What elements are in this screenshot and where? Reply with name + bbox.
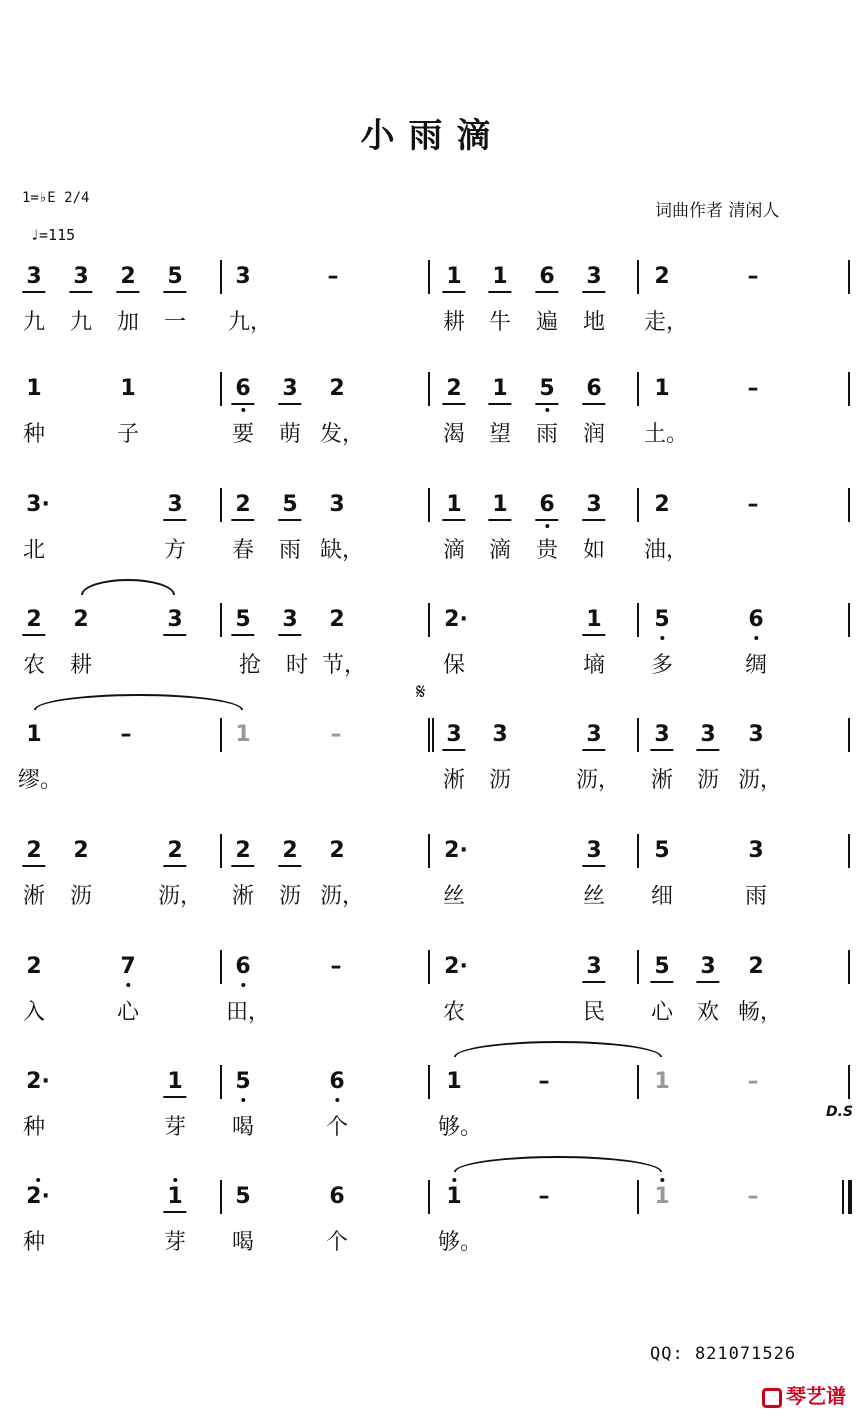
beam-underline xyxy=(22,865,45,867)
note: 5 xyxy=(235,1184,251,1209)
lyric: 够。 xyxy=(437,1230,483,1255)
note: 2· xyxy=(444,607,468,632)
bar-line xyxy=(428,834,430,868)
note: 3 xyxy=(446,722,461,748)
bar-line xyxy=(637,950,639,984)
beam-underline xyxy=(488,403,511,405)
lyric: 九， xyxy=(227,310,273,335)
note: 6 xyxy=(748,607,763,633)
note: 5 xyxy=(282,492,297,518)
lyric: 喝 xyxy=(231,1230,255,1255)
song-title: 小雨滴 xyxy=(360,116,505,156)
lyric: 子 xyxy=(116,422,140,447)
lyric: 抢 xyxy=(238,653,262,678)
lyric: 缺， xyxy=(319,538,365,563)
lyric: 九 xyxy=(22,310,46,335)
bar-line xyxy=(432,718,434,752)
note: 6 xyxy=(539,264,554,290)
lyric: 牛 xyxy=(488,310,512,335)
bar-line xyxy=(848,488,850,522)
bar-line xyxy=(848,1180,852,1214)
note: – xyxy=(330,954,342,979)
lyric: 沥 xyxy=(278,884,302,909)
dal-segno-marking: D.S xyxy=(826,1104,854,1120)
bar-line xyxy=(220,488,222,522)
bar-line xyxy=(637,372,639,406)
lyric: 心 xyxy=(116,1000,140,1025)
lyric: 畅， xyxy=(737,1000,783,1025)
note: 3 xyxy=(586,954,601,980)
note: – xyxy=(747,492,759,517)
lyric: 节， xyxy=(321,653,367,678)
note: 3 xyxy=(700,954,715,980)
lyric: 民 xyxy=(582,1000,606,1025)
note: 2 xyxy=(748,954,764,979)
lyric: 够。 xyxy=(437,1115,483,1140)
logo-text: 琴艺谱 xyxy=(786,1384,846,1408)
bar-line xyxy=(848,834,850,868)
bar-line xyxy=(848,260,850,294)
lyric: 渴 xyxy=(442,422,466,447)
note: 1 xyxy=(446,1069,462,1094)
beam-underline xyxy=(442,519,465,521)
note: 2 xyxy=(329,838,345,863)
bar-line xyxy=(428,718,430,752)
lyric: 地 xyxy=(582,310,606,335)
lyric: 心 xyxy=(650,1000,674,1025)
lyric: 雨 xyxy=(535,422,559,447)
note: 2 xyxy=(26,607,41,633)
note: 2· xyxy=(26,1184,50,1210)
site-logo xyxy=(762,1380,846,1409)
bar-line xyxy=(848,950,850,984)
note: – xyxy=(747,1069,759,1094)
lyric: 加 xyxy=(116,310,140,335)
bar-line xyxy=(428,1180,430,1214)
lyric: 种 xyxy=(22,1230,46,1255)
lyric: 农 xyxy=(442,1000,466,1025)
note: 3 xyxy=(73,264,88,290)
bar-line xyxy=(428,950,430,984)
author-credit: 词曲作者 清闲人 xyxy=(655,201,780,221)
lyric: 耕 xyxy=(69,653,93,678)
beam-underline xyxy=(163,1211,186,1213)
lyric: 淅 xyxy=(231,884,255,909)
low-octave-dot xyxy=(754,636,758,640)
lyric: 芽 xyxy=(163,1230,187,1255)
beam-underline xyxy=(488,291,511,293)
low-octave-dot xyxy=(241,983,245,987)
note: – xyxy=(120,722,132,747)
lyric: 缪。 xyxy=(17,768,63,793)
note: 2 xyxy=(26,954,42,979)
lyric: 时 xyxy=(285,653,309,678)
high-octave-dot xyxy=(173,1178,177,1182)
note: 3 xyxy=(26,264,41,290)
low-octave-dot xyxy=(241,408,245,412)
beam-underline xyxy=(696,749,719,751)
beam-underline xyxy=(535,291,558,293)
beam-underline xyxy=(442,749,465,751)
segno-sign: 𝄋 xyxy=(416,680,426,705)
lyric: 油， xyxy=(643,538,689,563)
note: 1 xyxy=(654,376,670,401)
bar-line xyxy=(220,372,222,406)
bar-line xyxy=(220,1180,222,1214)
note: 2 xyxy=(120,264,135,290)
beam-underline xyxy=(116,291,139,293)
lyric: 淅 xyxy=(650,768,674,793)
note: 1 xyxy=(492,264,507,290)
lyric: 雨 xyxy=(744,884,768,909)
lyric: 种 xyxy=(22,1115,46,1140)
bar-line xyxy=(220,950,222,984)
lyric: 走， xyxy=(643,310,689,335)
note: 2 xyxy=(329,607,345,632)
beam-underline xyxy=(231,865,254,867)
note: 5 xyxy=(654,838,670,863)
lyric: 喝 xyxy=(231,1115,255,1140)
note: 1 xyxy=(654,1069,670,1094)
qq-contact: QQ: 821071526 xyxy=(650,1344,797,1364)
beam-underline xyxy=(163,519,186,521)
beam-underline xyxy=(535,403,558,405)
lyric: 个 xyxy=(325,1230,349,1255)
beam-underline xyxy=(442,403,465,405)
low-octave-dot xyxy=(545,408,549,412)
bar-line xyxy=(220,718,222,752)
lyric: 沥 xyxy=(488,768,512,793)
note: – xyxy=(747,1184,759,1209)
lyric: 一 xyxy=(163,310,187,335)
lyric: 沥， xyxy=(575,768,621,793)
lyric: 绸 xyxy=(744,653,768,678)
note: 2 xyxy=(73,838,89,863)
beam-underline xyxy=(582,634,605,636)
lyric: 贵 xyxy=(535,538,559,563)
beam-underline xyxy=(163,1096,186,1098)
lyric: 润 xyxy=(582,422,606,447)
lyric: 墒 xyxy=(582,653,606,678)
note: 6 xyxy=(539,492,554,518)
note: 2 xyxy=(654,492,670,517)
beam-underline xyxy=(582,519,605,521)
note: 2 xyxy=(235,838,250,864)
lyric: 春 xyxy=(231,538,255,563)
note: 5 xyxy=(654,607,669,633)
note: 2 xyxy=(282,838,297,864)
logo-icon xyxy=(762,1388,782,1408)
note: 2 xyxy=(446,376,461,402)
beam-underline xyxy=(231,519,254,521)
lyric: 滴 xyxy=(442,538,466,563)
bar-line xyxy=(848,718,850,752)
note: 1 xyxy=(586,607,601,633)
beam-underline xyxy=(163,291,186,293)
note: 3 xyxy=(748,722,764,747)
bar-line xyxy=(428,372,430,406)
beam-underline xyxy=(231,634,254,636)
note: – xyxy=(538,1184,550,1209)
note: 5 xyxy=(235,607,250,633)
lyric: 耕 xyxy=(442,310,466,335)
note: 1 xyxy=(654,1184,669,1210)
lyric: 芽 xyxy=(163,1115,187,1140)
lyric: 丝 xyxy=(442,884,466,909)
bar-line xyxy=(637,1065,639,1099)
beam-underline xyxy=(582,291,605,293)
beam-underline xyxy=(163,634,186,636)
lyric: 北 xyxy=(22,538,46,563)
bar-line xyxy=(637,260,639,294)
note: 1 xyxy=(26,376,42,401)
lyric: 要 xyxy=(231,422,255,447)
note: – xyxy=(327,264,339,289)
note: 2· xyxy=(444,954,468,979)
note: – xyxy=(330,722,342,747)
note: – xyxy=(747,376,759,401)
note: 1 xyxy=(492,492,507,518)
lyric: 保 xyxy=(442,653,466,678)
note: – xyxy=(538,1069,550,1094)
lyric: 入 xyxy=(22,1000,46,1025)
bar-line xyxy=(428,603,430,637)
note: 3 xyxy=(329,492,345,517)
bar-line xyxy=(428,488,430,522)
bar-line xyxy=(848,1065,850,1099)
bar-line xyxy=(220,603,222,637)
bar-line xyxy=(637,1180,639,1214)
lyric: 望 xyxy=(488,422,512,447)
beam-underline xyxy=(582,403,605,405)
note: 3 xyxy=(700,722,715,748)
beam-underline xyxy=(22,291,45,293)
key-signature: 1=♭E 2/4 xyxy=(22,190,90,206)
note: 5 xyxy=(235,1069,250,1095)
beam-underline xyxy=(535,519,558,521)
bar-line xyxy=(842,1180,844,1214)
lyric: 欢 xyxy=(696,1000,720,1025)
lyric: 发， xyxy=(319,422,365,447)
beam-underline xyxy=(442,291,465,293)
note: 3 xyxy=(586,492,601,518)
bar-line xyxy=(428,260,430,294)
note: 2 xyxy=(654,264,670,289)
note: 3· xyxy=(26,492,50,517)
note: 2 xyxy=(167,838,182,864)
score-line xyxy=(0,838,865,948)
bar-line xyxy=(637,834,639,868)
note: 3 xyxy=(586,838,601,864)
high-octave-dot xyxy=(36,1178,40,1182)
lyric: 个 xyxy=(325,1115,349,1140)
bar-line xyxy=(637,488,639,522)
note: 3 xyxy=(586,264,601,290)
score-line xyxy=(0,264,865,374)
beam-underline xyxy=(488,519,511,521)
lyric: 雨 xyxy=(278,538,302,563)
beam-underline xyxy=(278,519,301,521)
beam-underline xyxy=(278,403,301,405)
score-line xyxy=(0,954,865,1064)
note: 3 xyxy=(235,264,251,289)
low-octave-dot xyxy=(545,524,549,528)
note: 5 xyxy=(654,954,669,980)
note: 6 xyxy=(329,1069,344,1095)
low-octave-dot xyxy=(335,1098,339,1102)
beam-underline xyxy=(278,865,301,867)
note: 5 xyxy=(539,376,554,402)
lyric: 如 xyxy=(582,538,606,563)
bar-line xyxy=(637,718,639,752)
bar-line xyxy=(848,372,850,406)
note: 2 xyxy=(73,607,89,632)
note: 1 xyxy=(492,376,507,402)
note: 2· xyxy=(444,838,468,863)
tempo-marking: ♩=115 xyxy=(30,226,76,244)
score-line xyxy=(0,1184,865,1294)
lyric: 淅 xyxy=(22,884,46,909)
score-line xyxy=(0,1069,865,1179)
bar-line xyxy=(220,1065,222,1099)
note: 6 xyxy=(329,1184,345,1209)
beam-underline xyxy=(22,634,45,636)
high-octave-dot xyxy=(452,1178,456,1182)
note: 1 xyxy=(26,722,42,747)
lyric: 丝 xyxy=(582,884,606,909)
note: 2· xyxy=(26,1069,50,1094)
score-line xyxy=(0,376,865,486)
beam-underline xyxy=(582,981,605,983)
note: 3 xyxy=(167,607,182,633)
lyric: 淅 xyxy=(442,768,466,793)
low-octave-dot xyxy=(660,636,664,640)
note: 2 xyxy=(329,376,345,401)
note: 3 xyxy=(492,722,508,747)
bar-line xyxy=(220,834,222,868)
lyric: 沥 xyxy=(696,768,720,793)
high-octave-dot xyxy=(660,1178,664,1182)
beam-underline xyxy=(650,749,673,751)
lyric: 方 xyxy=(163,538,187,563)
lyric: 萌 xyxy=(278,422,302,447)
lyric: 种 xyxy=(22,422,46,447)
beam-underline xyxy=(582,865,605,867)
note: 1 xyxy=(120,376,136,401)
lyric: 沥， xyxy=(737,768,783,793)
beam-underline xyxy=(69,291,92,293)
note: 3 xyxy=(282,607,297,633)
beam-underline xyxy=(650,981,673,983)
note: – xyxy=(747,264,759,289)
lyric: 滴 xyxy=(488,538,512,563)
note: 6 xyxy=(235,376,250,402)
note: 6 xyxy=(235,954,250,980)
note: 1 xyxy=(167,1184,182,1210)
note: 5 xyxy=(167,264,182,290)
note: 1 xyxy=(446,264,461,290)
bar-line xyxy=(848,603,850,637)
note: 7 xyxy=(120,954,135,980)
note: 2 xyxy=(235,492,250,518)
bar-line xyxy=(428,1065,430,1099)
low-octave-dot xyxy=(241,1098,245,1102)
note: 3 xyxy=(586,722,601,748)
note: 1 xyxy=(167,1069,182,1095)
note: 1 xyxy=(446,492,461,518)
beam-underline xyxy=(278,634,301,636)
note: 3 xyxy=(748,838,764,863)
bar-line xyxy=(220,260,222,294)
lyric: 细 xyxy=(650,884,674,909)
note: 1 xyxy=(446,1184,461,1210)
lyric: 沥 xyxy=(69,884,93,909)
lyric: 土。 xyxy=(643,422,689,447)
beam-underline xyxy=(163,865,186,867)
lyric: 田， xyxy=(225,1000,271,1025)
lyric: 沥， xyxy=(319,884,365,909)
lyric: 沥， xyxy=(157,884,203,909)
bar-line xyxy=(637,603,639,637)
note: 3 xyxy=(282,376,297,402)
note: 2 xyxy=(26,838,41,864)
note: 6 xyxy=(586,376,601,402)
beam-underline xyxy=(231,403,254,405)
lyric: 多 xyxy=(650,653,674,678)
note: 1 xyxy=(235,722,251,747)
score-line xyxy=(0,722,865,832)
lyric: 农 xyxy=(22,653,46,678)
beam-underline xyxy=(696,981,719,983)
note: 3 xyxy=(167,492,182,518)
note: 3 xyxy=(654,722,669,748)
beam-underline xyxy=(582,749,605,751)
lyric: 九 xyxy=(69,310,93,335)
lyric: 遍 xyxy=(535,310,559,335)
low-octave-dot xyxy=(126,983,130,987)
